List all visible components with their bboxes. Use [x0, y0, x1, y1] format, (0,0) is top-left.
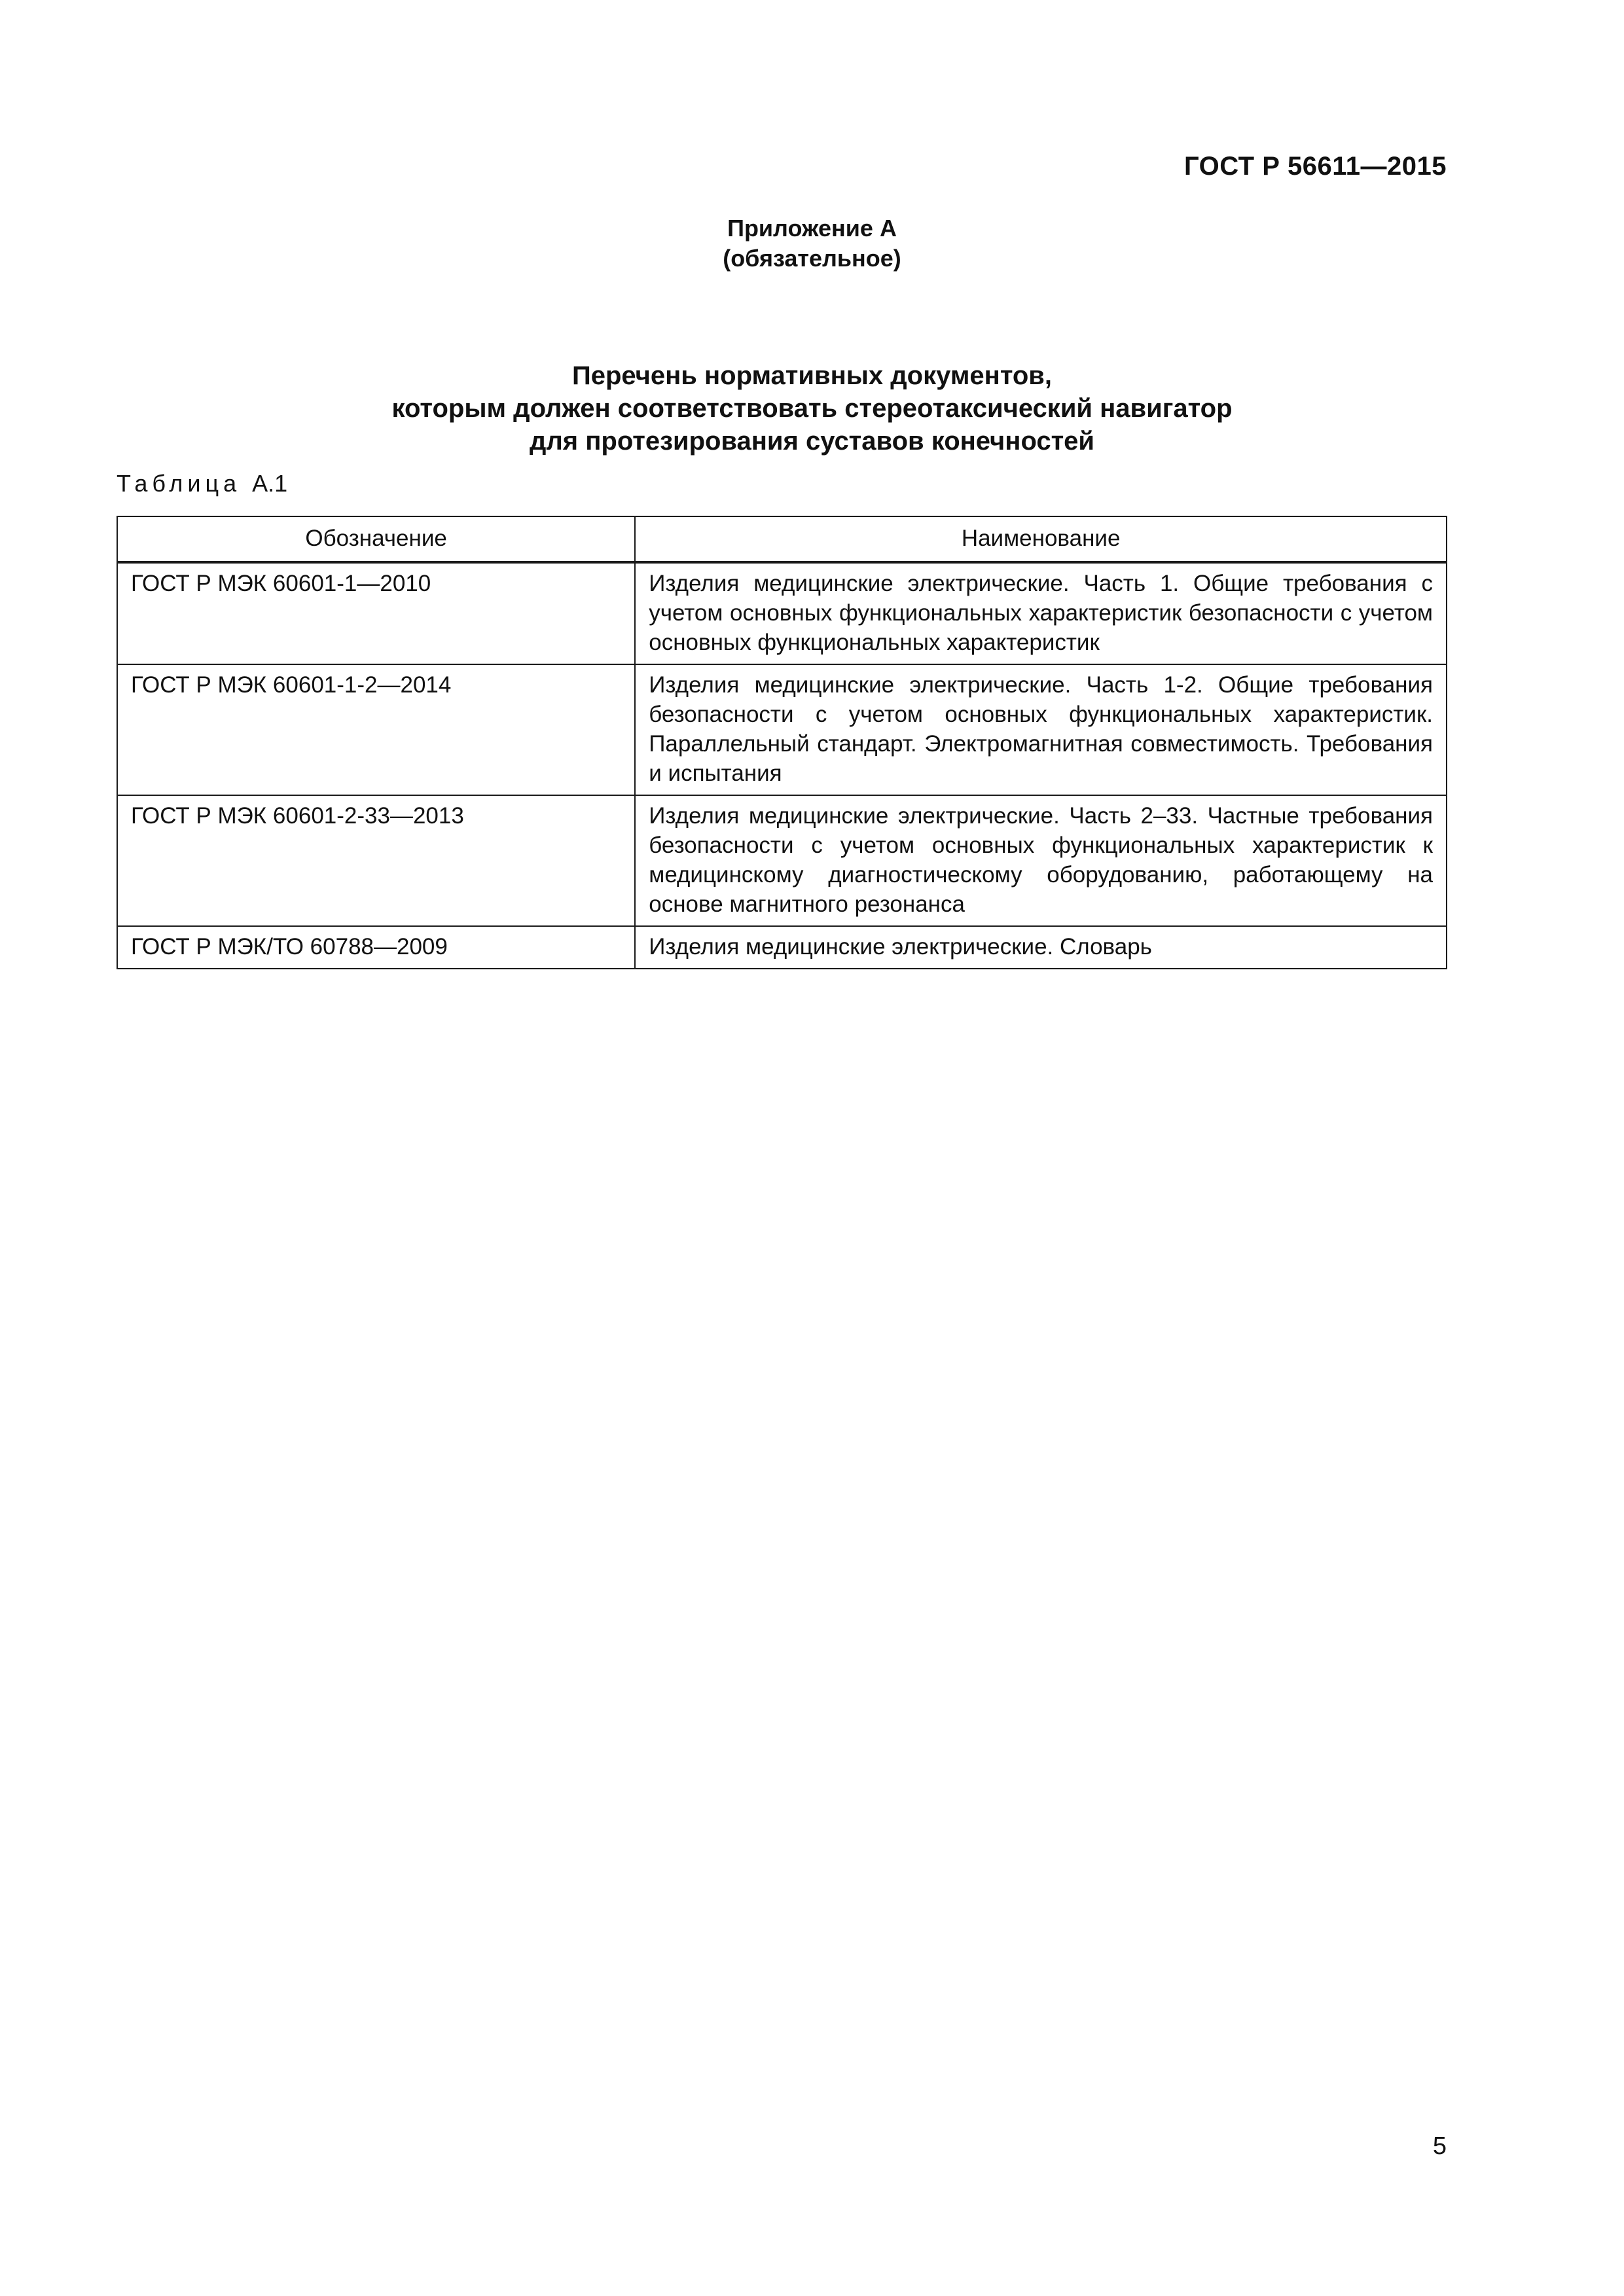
name-cell: Изделия медицинские электрические. Часть 2–33. Частные требования безопасности с учетом основных функциональных характеристик к медицинскому диагностическому оборудованию, работающему на основе магнитного резонанса	[635, 795, 1447, 926]
table-caption	[117, 470, 287, 497]
name-cell: Изделия медицинские электрические. Часть 1-2. Общие требования безопасности с учетом основных функциональных характеристик. Параллельный стандарт. Электромагнитная совместимость. Требования и испытания	[635, 664, 1447, 795]
designation-cell: ГОСТ Р МЭК 60601-1-2—2014	[117, 664, 635, 795]
name-cell: Изделия медицинские электрические. Часть 1. Общие требования с учетом основных функциональных характеристик безопасности с учетом основных функциональных характеристик	[635, 562, 1447, 664]
table-row	[117, 664, 1447, 795]
column-header-designation: Обозначение	[117, 516, 635, 562]
table-row	[117, 926, 1447, 969]
table-row	[117, 562, 1447, 664]
designation-cell: ГОСТ Р МЭК/ТО 60788—2009	[117, 926, 635, 969]
title-line: для протезирования суставов конечностей	[529, 427, 1095, 456]
designation-cell: ГОСТ Р МЭК 60601-1—2010	[117, 562, 635, 664]
page-number: 5	[1432, 2132, 1447, 2160]
table-row	[117, 795, 1447, 926]
table-header-row	[117, 516, 1447, 562]
title-line: Перечень нормативных документов,	[571, 361, 1053, 390]
title-line: которым должен соответствовать стереотаксический навигатор	[391, 394, 1233, 423]
designation-cell: ГОСТ Р МЭК 60601-2-33—2013	[117, 795, 635, 926]
document-code: ГОСТ Р 56611—2015	[1184, 152, 1447, 181]
document-title	[0, 359, 1624, 457]
appendix-heading	[0, 213, 1624, 274]
column-header-name: Наименование	[635, 516, 1447, 562]
norms-table	[117, 516, 1447, 969]
appendix-status: (обязательное)	[723, 245, 901, 272]
appendix-label: Приложение А	[727, 215, 897, 242]
table-caption-word: Таблица	[117, 470, 242, 497]
name-cell: Изделия медицинские электрические. Словарь	[635, 926, 1447, 969]
table-caption-number: А.1	[252, 470, 288, 497]
